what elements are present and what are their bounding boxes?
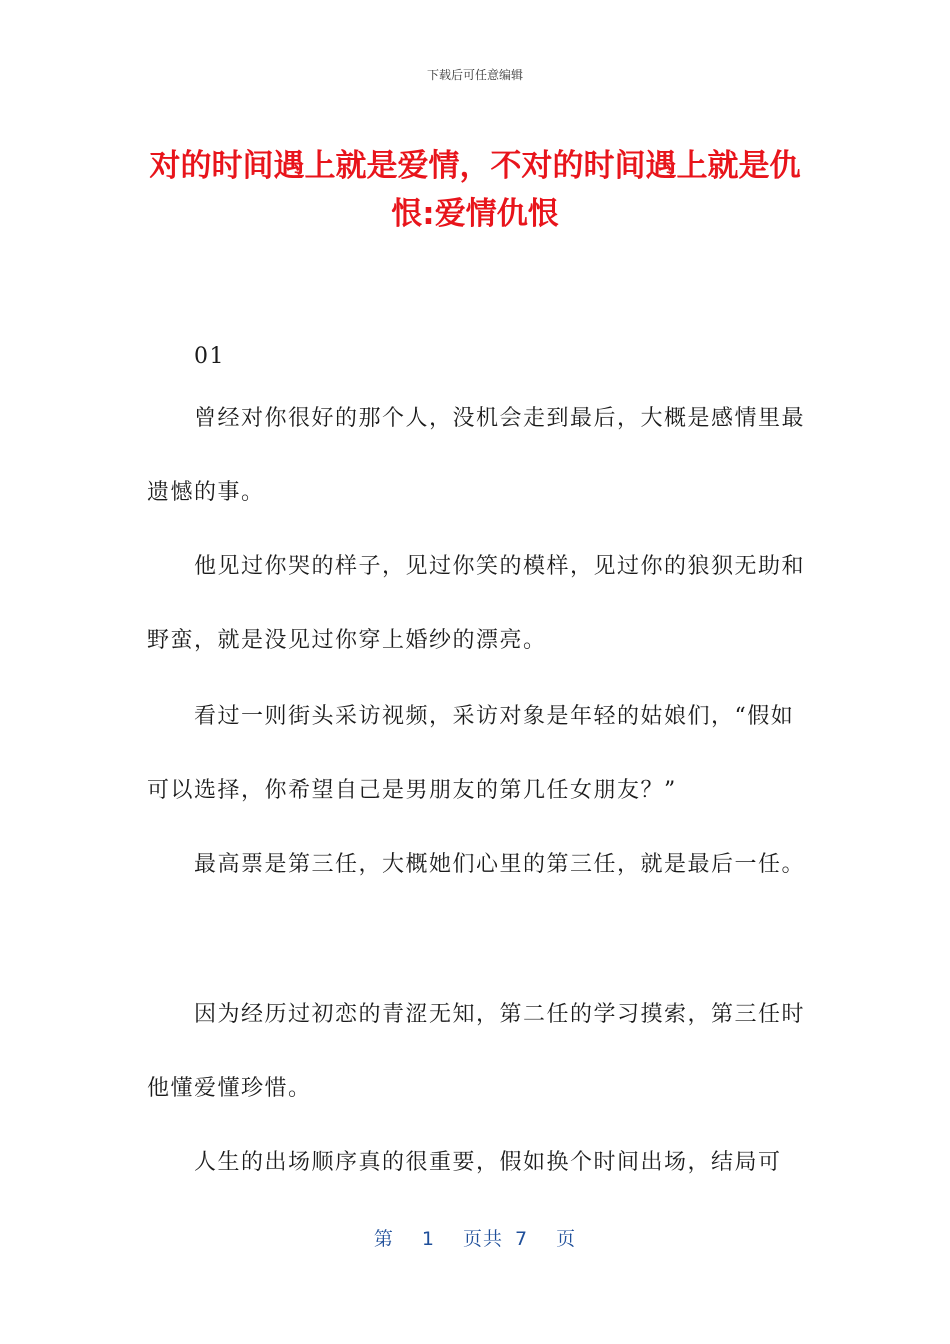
footer-page-mid: 页共	[462, 1228, 503, 1250]
footer-page-current: 1	[421, 1228, 435, 1250]
footer-page-prefix: 第	[373, 1228, 394, 1250]
page-footer	[0, 1224, 950, 1251]
paragraph-2: 他见过你哭的样子，见过你笑的模样，见过你的狼狈无助和野蛮，就是没见过你穿上婚纱的漂亮。	[147, 554, 806, 653]
section-number: 01	[194, 344, 225, 369]
paragraph-5: 因为经历过初恋的青涩无知，第二任的学习摸索，第三任时他懂爱懂珍惜。	[147, 1002, 806, 1101]
footer-page-total: 7	[515, 1228, 529, 1250]
paragraph-4: 最高票是第三任，大概她们心里的第三任，就是最后一任。	[194, 852, 806, 877]
paragraph-6: 人生的出场顺序真的很重要，假如换个时间出场，结局可	[194, 1150, 782, 1175]
document-title: 对的时间遇上就是爱情，不对的时间遇上就是仇恨:爱情仇恨	[149, 148, 801, 232]
paragraph-1: 曾经对你很好的那个人，没机会走到最后，大概是感情里最遗憾的事。	[147, 406, 806, 505]
header-note: 下载后可任意编辑	[426, 68, 523, 82]
paragraph-3: 看过一则街头采访视频，采访对象是年轻的姑娘们，“假如可以选择，你希望自己是男朋友的第几任女朋友？”	[147, 704, 795, 803]
footer-page-suffix: 页	[556, 1228, 577, 1250]
